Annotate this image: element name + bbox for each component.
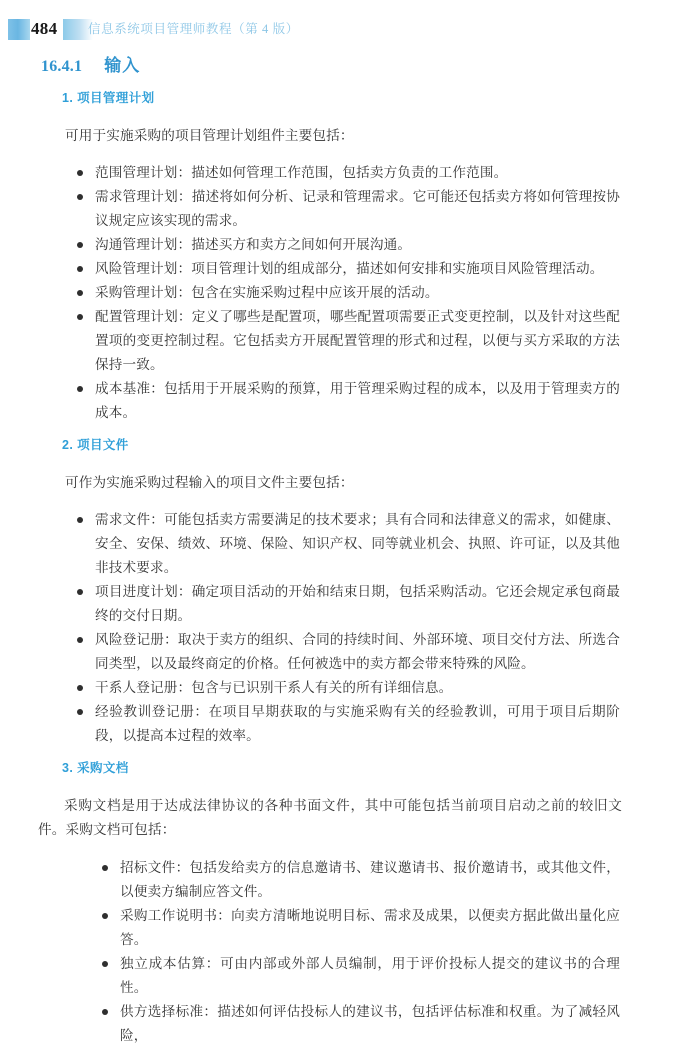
- list-item-text: 沟通管理计划：描述买方和卖方之间如何开展沟通。: [95, 237, 412, 253]
- list-item: [95, 257, 620, 281]
- list-item-text: 需求文件：可能包括卖方需要满足的技术要求；具有合同和法律意义的需求，如健康、安全、安保、绩效、环境、保险、知识产权、同等就业机会、执照、许可证，以及其他非技术要求。: [95, 512, 620, 576]
- section-heading: [41, 52, 140, 80]
- list-item: [95, 580, 620, 628]
- bullet-dot-icon: [77, 314, 83, 320]
- subsection-heading-1: 1. 项目管理计划: [62, 91, 155, 105]
- bullet-dot-icon: [77, 242, 83, 248]
- list-item: [120, 904, 620, 952]
- section-spacer: [0, 748, 690, 756]
- subsection-lead-3: 采购文档是用于达成法律协议的各种书面文件，其中可能包括当前项目启动之前的较旧文件。采购文档可包括：: [38, 797, 622, 837]
- bullet-dot-icon: [77, 386, 83, 392]
- bullet-dot-icon: [77, 170, 83, 176]
- subsection-heading-2: 2. 项目文件: [62, 438, 129, 453]
- page-header: [0, 0, 690, 46]
- bullet-list-1: [0, 161, 690, 425]
- list-item: [120, 1000, 620, 1048]
- list-item-text: 配置管理计划：定义了哪些是配置项，哪些配置项需要正式变更控制，以及针对这些配置项的变更控制过程。它包括卖方开展配置管理的形式和过程，以便与买方采取的方法保持一致。: [95, 309, 620, 373]
- bullet-list-2: [0, 508, 690, 748]
- subsection-2: [0, 433, 690, 748]
- bullet-dot-icon: [77, 685, 83, 691]
- list-item: [95, 233, 620, 257]
- page-number: 484: [31, 19, 58, 38]
- list-item: [95, 161, 620, 185]
- list-item-text: 范围管理计划：描述如何管理工作范围，包括卖方负责的工作范围。: [95, 165, 508, 181]
- list-item: [95, 676, 620, 700]
- bullet-dot-icon: [77, 266, 83, 272]
- bullet-dot-icon: [77, 194, 83, 200]
- book-title: 信息系统项目管理师教程（第 4 版）: [88, 22, 299, 36]
- list-item-text: 项目进度计划：确定项目活动的开始和结束日期，包括采购活动。它还会规定承包商最终的交付日期。: [95, 584, 620, 624]
- list-item: [95, 700, 620, 748]
- list-item-text: 独立成本估算：可由内部或外部人员编制，用于评价投标人提交的建议书的合理性。: [120, 955, 620, 995]
- subsection-3: [0, 756, 690, 1047]
- list-item: [95, 508, 620, 580]
- list-item-text: 需求管理计划：描述将如何分析、记录和管理需求。它可能还包括卖方将如何管理按协议规定应该实现的需求。: [95, 189, 620, 229]
- subsection-lead-1: 可用于实施采购的项目管理计划组件主要包括：: [65, 127, 354, 143]
- list-item-text: 经验教训登记册：在项目早期获取的与实施采购有关的经验教训，可用于项目后期阶段，以提高本过程的效率。: [95, 704, 620, 744]
- list-item-text: 采购管理计划：包含在实施采购过程中应该开展的活动。: [95, 285, 439, 301]
- bullet-dot-icon: [77, 589, 83, 595]
- list-item: [95, 185, 620, 233]
- list-item: [95, 377, 620, 425]
- list-item-text: 风险登记册：取决于卖方的组织、合同的持续时间、外部环境、项目交付方法、所选合同类型，以及最终商定的价格。任何被选中的卖方都会带来特殊的风险。: [95, 632, 620, 672]
- bullet-list-3: [0, 856, 690, 1048]
- list-item: [95, 305, 620, 377]
- section-spacer: [0, 425, 690, 433]
- list-item-text: 成本基准：包括用于开展采购的预算，用于管理采购过程的成本，以及用于管理卖方的成本。: [95, 381, 620, 421]
- section-title: 输入: [104, 56, 141, 75]
- list-item-text: 干系人登记册：包含与已识别干系人有关的所有详细信息。: [95, 680, 453, 696]
- list-item: [95, 628, 620, 676]
- list-item-text: 供方选择标准：描述如何评估投标人的建议书，包括评估标准和权重。为了减轻风险，: [120, 1003, 620, 1043]
- subsection-1: [0, 86, 690, 425]
- list-item-text: 风险管理计划：项目管理计划的组成部分，描述如何安排和实施项目风险管理活动。: [95, 261, 604, 277]
- subsection-heading-3: 3. 采购文档: [62, 761, 129, 776]
- bullet-dot-icon: [77, 517, 83, 523]
- bullet-dot-icon: [77, 290, 83, 296]
- page-content: [0, 86, 690, 1048]
- list-item: [120, 856, 620, 904]
- bullet-dot-icon: [102, 865, 108, 871]
- list-item: [95, 281, 620, 305]
- bullet-dot-icon: [77, 709, 83, 715]
- bullet-dot-icon: [102, 913, 108, 919]
- header-accent-bar-left: [8, 19, 30, 40]
- bullet-dot-icon: [102, 1009, 108, 1015]
- list-item-text: 采购工作说明书：向卖方清晰地说明目标、需求及成果，以便卖方据此做出量化应答。: [120, 907, 620, 947]
- list-item-text: 招标文件：包括发给卖方的信息邀请书、建议邀请书、报价邀请书，或其他文件，以便卖方编制应答文件。: [120, 859, 620, 899]
- bullet-dot-icon: [77, 637, 83, 643]
- list-item: [120, 952, 620, 1000]
- bullet-dot-icon: [102, 961, 108, 967]
- section-number: 16.4.1: [41, 58, 83, 75]
- subsection-lead-2: 可作为实施采购过程输入的项目文件主要包括：: [65, 474, 354, 490]
